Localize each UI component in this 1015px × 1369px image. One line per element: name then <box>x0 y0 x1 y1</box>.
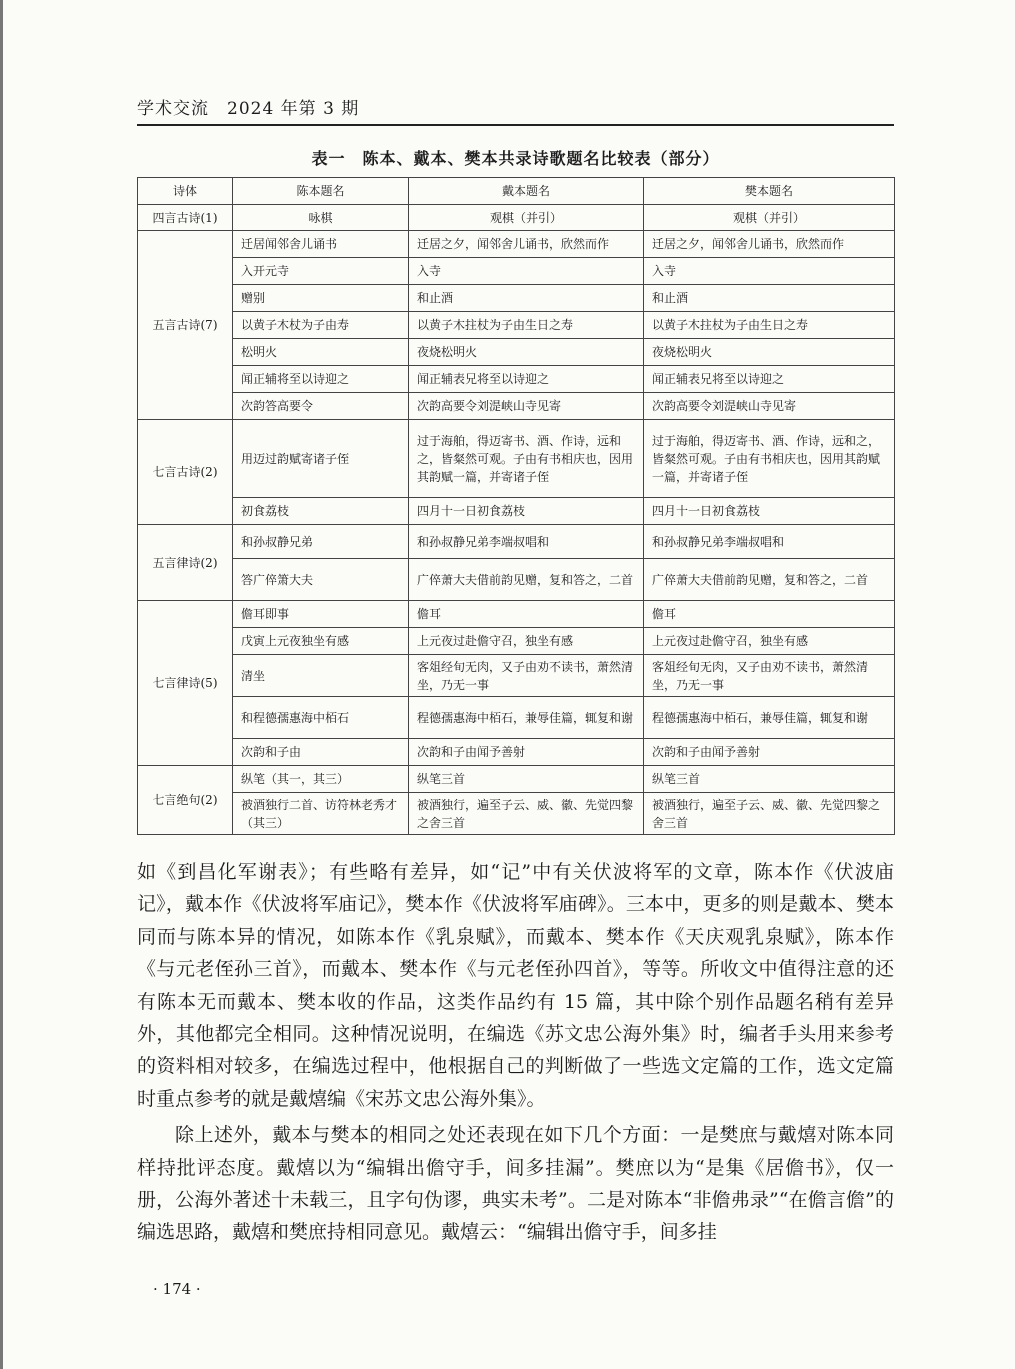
chen-title-cell: 闻正辅将至以诗迎之 <box>233 366 409 393</box>
fan-title-cell: 过于海舶，得迈寄书、酒、作诗，远和之，皆粲然可观。子由有书相庆也，因用其韵赋一篇，并寄诸子侄 <box>644 420 895 498</box>
dai-title-cell: 和止酒 <box>409 285 644 312</box>
dai-title-cell: 儋耳 <box>409 601 644 628</box>
dai-title-cell: 闻正辅表兄将至以诗迎之 <box>409 366 644 393</box>
column-header: 诗体 <box>138 178 233 205</box>
table-row <box>138 420 895 498</box>
table-row <box>138 559 895 601</box>
dai-title-cell: 次韵和子由闻予善射 <box>409 739 644 766</box>
table-row <box>138 258 895 285</box>
genre-cell: 五言古诗(7) <box>138 231 233 420</box>
page-edge <box>0 0 3 1369</box>
table-row <box>138 205 895 231</box>
fan-title-cell: 纵笔三首 <box>644 766 895 793</box>
chen-title-cell: 和孙叔静兄弟 <box>233 525 409 559</box>
chen-title-cell: 以黄子木杖为子由寿 <box>233 312 409 339</box>
table-row <box>138 655 895 697</box>
body-paragraph: 除上述外，戴本与樊本的相同之处还表现在如下几个方面：一是樊庶与戴熺对陈本同样持批评态度。戴熺以为“编辑出儋守手，间多挂漏”。樊庶以为“是集《居儋书》，仅一册，公海外著述十未载三，且字句伪谬，典实未考”。二是对陈本“非儋弗录”“在儋言儋”的编选思路，戴熺和樊庶持相同意见。戴熺云：“编辑出儋守手，间多挂 <box>137 1124 894 1244</box>
fan-title-cell: 观棋（并引） <box>644 205 895 231</box>
fan-title-cell: 客俎经旬无肉，又子由劝不读书，萧然清坐，乃无一事 <box>644 655 895 697</box>
table-caption: 表一 陈本、戴本、樊本共录诗歌题名比较表（部分） <box>311 149 720 168</box>
chen-title-cell: 用迈过韵赋寄诸子侄 <box>233 420 409 498</box>
table-row <box>138 697 895 739</box>
chen-title-cell: 入开元寺 <box>233 258 409 285</box>
table-row <box>138 285 895 312</box>
table-row <box>138 366 895 393</box>
page-number: · 174 · <box>153 1280 201 1298</box>
fan-title-cell: 广倅萧大夫借前韵见赠，复和答之，二首 <box>644 559 895 601</box>
dai-title-cell: 程德孺惠海中栢石，兼辱佳篇，辄复和谢 <box>409 697 644 739</box>
chen-title-cell: 和程德孺惠海中栢石 <box>233 697 409 739</box>
table-row <box>138 339 895 366</box>
fan-title-cell: 程德孺惠海中栢石，兼辱佳篇，辄复和谢 <box>644 697 895 739</box>
dai-title-cell: 入寺 <box>409 258 644 285</box>
chen-title-cell: 赠别 <box>233 285 409 312</box>
dai-title-cell: 和孙叔静兄弟李端叔唱和 <box>409 525 644 559</box>
chen-title-cell: 迁居闻邻舍儿诵书 <box>233 231 409 258</box>
dai-title-cell: 四月十一日初食荔枝 <box>409 498 644 525</box>
dai-title-cell: 被酒独行，遍至子云、威、徽、先觉四黎之舍三首 <box>409 793 644 835</box>
chen-title-cell: 儋耳即事 <box>233 601 409 628</box>
table-row <box>138 231 895 258</box>
dai-title-cell: 上元夜过赴儋守召，独坐有感 <box>409 628 644 655</box>
fan-title-cell: 儋耳 <box>644 601 895 628</box>
dai-title-cell: 迁居之夕，闻邻舍儿诵书，欣然而作 <box>409 231 644 258</box>
body-paragraph: 如《到昌化军谢表》；有些略有差异，如“记”中有关伏波将军的文章，陈本作《伏波庙记》，戴本作《伏波将军庙记》，樊本作《伏波将军庙碑》。三本中，更多的则是戴本、樊本同而与陈本异的情况，如陈本作《乳泉赋》，而戴本、樊本作《天庆观乳泉赋》，陈本作《与元老侄孙三首》，而戴本、樊本作《与元老侄孙四首》，等等。所收文中值得注意的还有陈本无而戴本、樊本收的作品，这类作品约有 15 篇，其中除个别作品题名稍有差异外，其他都完全相同。这种情况说明，在编选《苏文忠公海外集》时，编者手头用来参考的资料相对较多，在编选过程中，他根据自己的判断做了一些选文定篇的工作，选文定篇时重点参考的就是戴熺编《宋苏文忠公海外集》。 <box>137 861 894 1110</box>
chen-title-cell: 戊寅上元夜独坐有感 <box>233 628 409 655</box>
fan-title-cell: 夜烧松明火 <box>644 339 895 366</box>
genre-cell: 七言绝句(2) <box>138 766 233 835</box>
chen-title-cell: 被酒独行二首、访符林老秀才（其三） <box>233 793 409 835</box>
genre-cell: 七言古诗(2) <box>138 420 233 525</box>
table-row <box>138 601 895 628</box>
fan-title-cell: 以黄子木拄杖为子由生日之寿 <box>644 312 895 339</box>
genre-cell: 七言律诗(5) <box>138 601 233 766</box>
column-header: 陈本题名 <box>233 178 409 205</box>
chen-title-cell: 松明火 <box>233 339 409 366</box>
table-row <box>138 525 895 559</box>
dai-title-cell: 以黄子木拄杖为子由生日之寿 <box>409 312 644 339</box>
chen-title-cell: 初食荔枝 <box>233 498 409 525</box>
journal-name: 学术交流 <box>137 99 209 119</box>
table-row <box>138 498 895 525</box>
body-text <box>137 856 894 1249</box>
table-row <box>138 766 895 793</box>
fan-title-cell: 次韵高要令刘湜峡山寺见寄 <box>644 393 895 420</box>
chen-title-cell: 次韵和子由 <box>233 739 409 766</box>
chen-title-cell: 清坐 <box>233 655 409 697</box>
running-header <box>137 94 377 119</box>
fan-title-cell: 四月十一日初食荔枝 <box>644 498 895 525</box>
fan-title-cell: 迁居之夕，闻邻舍儿诵书，欣然而作 <box>644 231 895 258</box>
table-row <box>138 793 895 835</box>
dai-title-cell: 观棋（并引） <box>409 205 644 231</box>
fan-title-cell: 闻正辅表兄将至以诗迎之 <box>644 366 895 393</box>
dai-title-cell: 广倅萧大夫借前韵见赠，复和答之，二首 <box>409 559 644 601</box>
table-row <box>138 739 895 766</box>
dai-title-cell: 客俎经旬无肉，又子由劝不读书，萧然清坐，乃无一事 <box>409 655 644 697</box>
genre-cell: 四言古诗(1) <box>138 205 233 231</box>
fan-title-cell: 入寺 <box>644 258 895 285</box>
fan-title-cell: 次韵和子由闻予善射 <box>644 739 895 766</box>
table-row <box>138 312 895 339</box>
chen-title-cell: 纵笔（其一，其三） <box>233 766 409 793</box>
fan-title-cell: 上元夜过赴儋守召，独坐有感 <box>644 628 895 655</box>
table-row <box>138 628 895 655</box>
fan-title-cell: 和孙叔静兄弟李端叔唱和 <box>644 525 895 559</box>
fan-title-cell: 被酒独行，遍至子云、威、徽、先觉四黎之舍三首 <box>644 793 895 835</box>
dai-title-cell: 过于海舶，得迈寄书、酒、作诗，远和之，皆粲然可观。子由有书相庆也，因用其韵赋一篇，并寄诸子侄 <box>409 420 644 498</box>
column-header: 戴本题名 <box>409 178 644 205</box>
column-header: 樊本题名 <box>644 178 895 205</box>
comparison-table <box>137 177 895 835</box>
header-rule <box>137 124 894 126</box>
chen-title-cell: 咏棋 <box>233 205 409 231</box>
dai-title-cell: 纵笔三首 <box>409 766 644 793</box>
table-header-row <box>138 178 895 205</box>
issue-label: 2024 年第 3 期 <box>227 99 360 119</box>
genre-cell: 五言律诗(2) <box>138 525 233 601</box>
fan-title-cell: 和止酒 <box>644 285 895 312</box>
table-row <box>138 393 895 420</box>
dai-title-cell: 次韵高要令刘湜峡山寺见寄 <box>409 393 644 420</box>
chen-title-cell: 答广倅箫大夫 <box>233 559 409 601</box>
dai-title-cell: 夜烧松明火 <box>409 339 644 366</box>
chen-title-cell: 次韵答高要令 <box>233 393 409 420</box>
